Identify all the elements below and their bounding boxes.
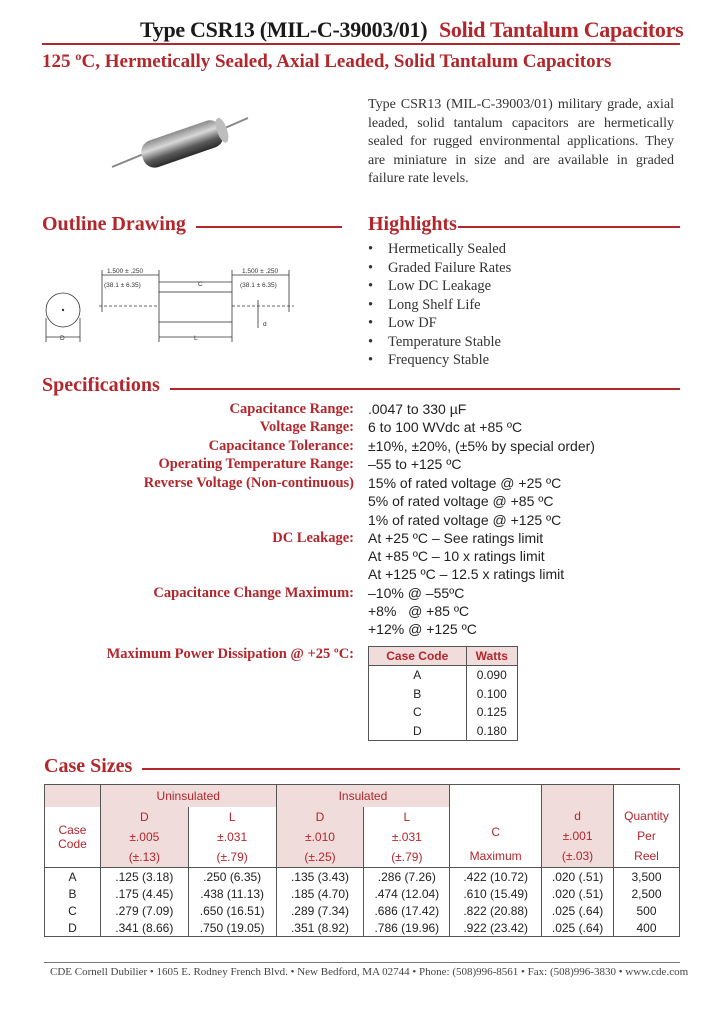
insulated-l-cell: .286 (7.26) — [364, 868, 450, 886]
highlight-label: Temperature Stable — [388, 333, 501, 350]
specifications-title: Specifications — [42, 374, 160, 396]
power-col-case-code: Case Code — [369, 647, 467, 666]
bullet: • — [368, 241, 374, 257]
insulated-l-cell: .786 (19.96) — [364, 919, 450, 937]
highlight-label: Hermetically Sealed — [388, 241, 506, 257]
highlight-label: Frequency Stable — [388, 352, 490, 368]
outline-dim-body-d: D — [60, 335, 65, 342]
case-sizes-title: Case Sizes — [44, 755, 133, 777]
footer-contact: CDE Cornell Dubilier • 1605 E. Rodney French Blvd. • New Bedford, MA 02744 • Phone: (508)996-8561 • Fax: (508)996-3830 • www.cde.com — [50, 966, 689, 978]
document-title: Type CSR13 (MIL-C-39003/01) — [140, 17, 428, 42]
table-row — [369, 685, 518, 704]
highlight-label: Low DC Leakage — [388, 278, 492, 294]
lead-d-cell: .020 (.51) — [542, 885, 614, 902]
insulated-d-header: D — [276, 807, 364, 827]
case-code-cell: B — [45, 885, 101, 902]
insulated-d-cell: .351 (8.92) — [276, 919, 364, 937]
uninsulated-l-mm: (±.79) — [188, 847, 276, 868]
spec-value-reverse-voltage: 15% of rated voltage @ +25 ºC — [368, 475, 562, 491]
power-watts-cell: 0.125 — [466, 703, 517, 722]
uninsulated-d-cell: .341 (8.66) — [100, 919, 188, 937]
insulated-l-cell: .474 (12.04) — [364, 885, 450, 902]
outline-dim-right-top: 1.500 ± .250 — [242, 268, 279, 275]
highlight-label: Long Shelf Life — [388, 296, 481, 313]
spec-label-tolerance: Capacitance Tolerance: — [208, 438, 354, 454]
spec-value-tolerance: ±10%, ±20%, (±5% by special order) — [368, 438, 595, 454]
highlight-label: Low DF — [388, 315, 437, 331]
spec-value-capacitance-range: .0047 to 330 µF — [368, 401, 467, 417]
specifications-rule — [170, 388, 680, 390]
bullet: • — [368, 296, 374, 313]
uninsulated-l-cell: .250 (6.35) — [188, 868, 276, 886]
power-watts-cell: 0.090 — [466, 666, 517, 685]
lead-d-cell: .020 (.51) — [542, 868, 614, 886]
outline-diagram — [36, 262, 306, 352]
quantity-per-reel-header — [614, 785, 680, 868]
case-header-case: Case — [58, 823, 87, 837]
uninsulated-d-header: D — [100, 807, 188, 827]
insulated-d-cell: .185 (4.70) — [276, 885, 364, 902]
highlight-item — [368, 351, 511, 370]
document-subtitle: 125 ºC, Hermetically Sealed, Axial Leaded, Solid Tantalum Capacitors — [42, 51, 612, 72]
outline-dim-lead-d: d — [263, 321, 267, 328]
spec-value-capacitance-change: +12% @ +125 ºC — [368, 621, 477, 637]
uninsulated-d-mm: (±.13) — [100, 847, 188, 868]
spec-label-capacitance-range: Capacitance Range: — [229, 401, 354, 417]
spec-label-dc-leakage: DC Leakage: — [272, 530, 354, 546]
spec-label-temperature: Operating Temperature Range: — [158, 456, 354, 472]
intro-paragraph: Type CSR13 (MIL-C-39003/01) military grade, axial leaded, solid tantalum capacitors are hermetically sealed for rugged environmental applications. They are miniature in size and are available in graded failure rate levels. — [368, 97, 674, 186]
insulated-l-mm: (±.79) — [364, 847, 450, 868]
table-row — [45, 885, 680, 902]
qty-cell: 2,500 — [614, 885, 680, 902]
spec-value-voltage-range: 6 to 100 WVdc at +85 ºC — [368, 419, 523, 435]
qty-cell: 3,500 — [614, 868, 680, 886]
table-row — [45, 902, 680, 919]
highlights-title: Highlights — [368, 213, 457, 235]
highlights-list — [368, 240, 511, 370]
uninsulated-l-cell: .438 (11.13) — [188, 885, 276, 902]
footer-rule — [44, 962, 680, 963]
outline-dim-c: C — [198, 281, 203, 288]
case-code-header-blank — [45, 785, 101, 808]
uninsulated-d-cell: .279 (7.09) — [100, 902, 188, 919]
power-case-cell: D — [369, 722, 467, 741]
highlight-item — [368, 314, 511, 333]
c-header-maximum: Maximum — [469, 849, 522, 863]
spec-value-temperature: –55 to +125 ºC — [368, 456, 462, 472]
table-row — [45, 868, 680, 886]
insulated-d-mm: (±.25) — [276, 847, 364, 868]
c-header-label: C — [491, 825, 501, 839]
document-title-product: Solid Tantalum Capacitors — [439, 17, 684, 42]
case-code-cell: A — [45, 868, 101, 886]
spec-value-capacitance-change: –10% @ –55ºC — [368, 585, 465, 601]
bullet: • — [368, 259, 374, 276]
table-row — [45, 919, 680, 937]
table-row — [369, 666, 518, 685]
highlight-item — [368, 296, 511, 315]
outline-rule — [196, 226, 342, 228]
c-max-cell: .610 (15.49) — [450, 885, 542, 902]
uninsulated-l-cell: .650 (16.51) — [188, 902, 276, 919]
bullet: • — [368, 333, 374, 350]
d-header-tolerance: ±.001 — [562, 829, 593, 843]
outline-dim-l: L — [194, 335, 198, 342]
uninsulated-group-header: Uninsulated — [100, 785, 276, 808]
table-row — [369, 722, 518, 741]
insulated-d-tolerance: ±.010 — [276, 827, 364, 847]
outline-dim-right-bottom: (38.1 ± 6.35) — [240, 282, 277, 289]
d-header-label: d — [574, 809, 581, 823]
uninsulated-d-cell: .125 (3.18) — [100, 868, 188, 886]
insulated-l-header: L — [364, 807, 450, 827]
power-watts-cell: 0.180 — [466, 722, 517, 741]
insulated-d-cell: .289 (7.34) — [276, 902, 364, 919]
uninsulated-d-cell: .175 (4.45) — [100, 885, 188, 902]
case-code-header — [45, 807, 101, 868]
spec-label-voltage-range: Voltage Range: — [259, 419, 354, 435]
power-dissipation-table — [368, 646, 518, 741]
uninsulated-l-cell: .750 (19.05) — [188, 919, 276, 937]
c-max-cell: .422 (10.72) — [450, 868, 542, 886]
lead-d-cell: .025 (.64) — [542, 919, 614, 937]
c-max-cell: .922 (23.42) — [450, 919, 542, 937]
spec-value-dc-leakage: At +125 ºC – 12.5 x ratings limit — [368, 566, 565, 582]
bullet: • — [368, 352, 374, 368]
highlights-rule — [458, 226, 680, 228]
c-max-cell: .822 (20.88) — [450, 902, 542, 919]
highlight-item — [368, 333, 511, 352]
qty-cell: 400 — [614, 919, 680, 937]
power-case-cell: B — [369, 685, 467, 704]
c-maximum-header — [450, 785, 542, 868]
insulated-group-header: Insulated — [276, 785, 450, 808]
uninsulated-l-header: L — [188, 807, 276, 827]
insulated-l-cell: .686 (17.42) — [364, 902, 450, 919]
qty-cell: 500 — [614, 902, 680, 919]
qty-header-quantity: Quantity — [624, 809, 669, 823]
case-sizes-table — [44, 784, 680, 937]
case-code-cell: D — [45, 919, 101, 937]
spec-label-power-dissipation: Maximum Power Dissipation @ +25 ºC: — [106, 646, 354, 662]
capacitor-photo — [100, 105, 260, 185]
outline-dim-left-bottom: (38.1 ± 6.35) — [104, 282, 141, 289]
highlight-label: Graded Failure Rates — [388, 259, 512, 276]
lead-d-header — [542, 785, 614, 868]
qty-header-per: Per — [637, 829, 656, 843]
bullet: • — [368, 278, 374, 294]
spec-value-dc-leakage: At +85 ºC – 10 x ratings limit — [368, 548, 545, 564]
uninsulated-l-tolerance: ±.031 — [188, 827, 276, 847]
case-header-code: Code — [58, 837, 87, 851]
spec-value-reverse-voltage: 5% of rated voltage @ +85 ºC — [368, 493, 554, 509]
highlight-item — [368, 240, 511, 259]
spec-value-reverse-voltage: 1% of rated voltage @ +125 ºC — [368, 512, 562, 528]
case-code-cell: C — [45, 902, 101, 919]
power-col-watts: Watts — [466, 647, 517, 666]
power-case-cell: A — [369, 666, 467, 685]
d-header-mm: (±.03) — [561, 849, 594, 863]
highlight-item — [368, 277, 511, 296]
outline-drawing-title: Outline Drawing — [42, 213, 186, 235]
spec-label-reverse-voltage: Reverse Voltage (Non-continuous) — [143, 475, 354, 491]
spec-label-capacitance-change: Capacitance Change Maximum: — [153, 585, 354, 601]
spec-value-dc-leakage: At +25 ºC – See ratings limit — [368, 530, 544, 546]
lead-d-cell: .025 (.64) — [542, 902, 614, 919]
case-sizes-rule — [142, 768, 680, 770]
power-case-cell: C — [369, 703, 467, 722]
uninsulated-d-tolerance: ±.005 — [100, 827, 188, 847]
bullet: • — [368, 315, 374, 331]
outline-dim-left-top: 1.500 ± .250 — [107, 268, 144, 275]
qty-header-reel: Reel — [634, 849, 659, 863]
header-rule — [42, 43, 680, 45]
spec-value-capacitance-change: +8% @ +85 ºC — [368, 603, 470, 619]
power-watts-cell: 0.100 — [466, 685, 517, 704]
table-row — [369, 703, 518, 722]
highlight-item — [368, 259, 511, 278]
insulated-l-tolerance: ±.031 — [364, 827, 450, 847]
insulated-d-cell: .135 (3.43) — [276, 868, 364, 886]
